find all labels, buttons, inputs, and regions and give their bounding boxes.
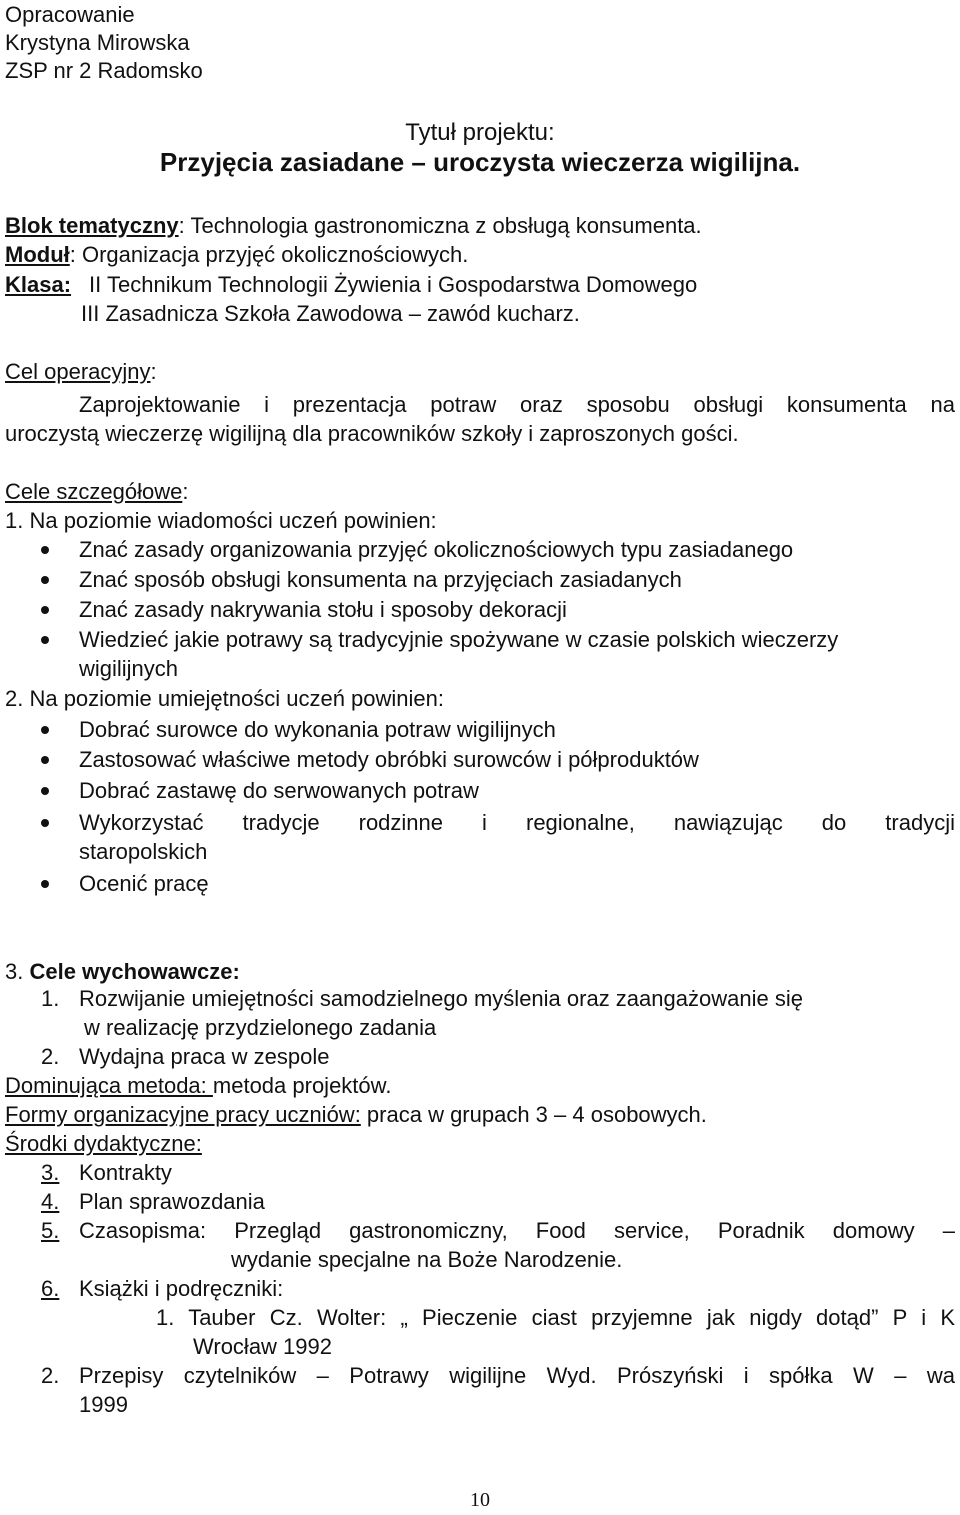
wychowawcze-item-1-cont: w realizację przydzielonego zadania — [84, 1015, 437, 1040]
wychowawcze-heading-line — [5, 957, 240, 986]
bullet-icon — [41, 576, 49, 584]
bullet-icon — [41, 819, 49, 827]
modul-label: Moduł — [5, 242, 70, 267]
list-item: Ocenić pracę — [79, 871, 209, 896]
klasa-line — [5, 270, 697, 299]
metoda-value: metoda projektów. — [212, 1073, 392, 1098]
bullet-icon — [41, 606, 49, 614]
wychowawcze-item-2: Wydajna praca w zespole — [79, 1044, 330, 1069]
bullet-icon — [41, 546, 49, 554]
bullet-icon — [41, 756, 49, 764]
srodki-heading: Środki dydaktyczne: — [5, 1131, 202, 1156]
srodki-item-continuation: wydanie specjalne na Boże Narodzenie. — [231, 1247, 623, 1272]
page-title: Przyjęcia zasiadane – uroczysta wieczerza wigilijna. — [159, 147, 801, 177]
wychowawcze-item-1: Rozwijanie umiejętności samodzielnego myślenia oraz zaangażowanie się — [79, 986, 803, 1011]
srodki-item: Plan sprawozdania — [79, 1189, 265, 1214]
blok-value: : Technologia gastronomiczna z obsługą konsumenta. — [178, 213, 702, 238]
metoda-line — [5, 1071, 391, 1100]
page-number: 10 — [470, 1489, 490, 1511]
list-item: Znać zasady organizowania przyjęć okolicznościowych typu zasiadanego — [79, 537, 794, 562]
list-item-continuation: wigilijnych — [79, 656, 179, 681]
modul-value: : Organizacja przyjęć okolicznościowych. — [69, 242, 469, 267]
list-item: Wiedzieć jakie potrawy są tradycyjnie spożywane w czasie polskich wieczerzy — [79, 627, 839, 652]
book-1: 1. Tauber Cz. Wolter: „ Pieczenie ciast przyjemne jak nigdy dotąd” P i K — [156, 1305, 955, 1330]
author-line-2: Krystyna Mirowska — [5, 30, 190, 55]
wychowawcze-heading: Cele wychowawcze: — [29, 959, 240, 984]
srodki-item: Książki i podręczniki: — [79, 1276, 284, 1301]
szczegolowe-heading: Cele szczegółowe — [5, 479, 183, 504]
wychowawcze-num: 3. — [5, 959, 30, 984]
bullet-icon — [41, 636, 49, 644]
book-1-cont: Wrocław 1992 — [193, 1334, 332, 1359]
srodki-item-num: 6. — [41, 1276, 60, 1301]
metoda-label: Dominująca metoda: — [5, 1073, 213, 1098]
formy-line — [5, 1100, 707, 1129]
author-line-3: ZSP nr 2 Radomsko — [5, 58, 203, 83]
list-item: Znać zasady nakrywania stołu i sposoby dekoracji — [79, 597, 567, 622]
szczegolowe-colon: : — [182, 479, 189, 504]
wychowawcze-item-1-num: 1. — [41, 986, 60, 1011]
modul-line — [5, 240, 468, 269]
book-2-cont: 1999 — [79, 1392, 128, 1417]
list-item: Zastosować właściwe metody obróbki surowców i półproduktów — [79, 747, 699, 772]
cel-line-2: uroczystą wieczerzę wigilijną dla pracowników szkoły i zaproszonych gości. — [5, 421, 739, 446]
bullet-icon — [41, 726, 49, 734]
sec2-heading: 2. Na poziomie umiejętności uczeń powinien: — [5, 686, 445, 711]
list-item-continuation: staropolskich — [79, 839, 208, 864]
author-line-1: Opracowanie — [5, 2, 135, 27]
cel-heading: Cel operacyjny — [5, 359, 151, 384]
formy-label: Formy organizacyjne pracy uczniów: — [5, 1102, 361, 1127]
list-item: Znać sposób obsługi konsumenta na przyjęciach zasiadanych — [79, 567, 682, 592]
klasa-value-2: III Zasadnicza Szkoła Zawodowa – zawód kucharz. — [81, 301, 580, 326]
sec1-heading: 1. Na poziomie wiadomości uczeń powinien: — [5, 508, 437, 533]
list-item: Dobrać surowce do wykonania potraw wigilijnych — [79, 717, 556, 742]
cel-colon: : — [150, 359, 157, 384]
klasa-label: Klasa: — [5, 272, 72, 297]
blok-line — [5, 211, 702, 240]
title-label: Tytuł projektu: — [405, 119, 555, 146]
srodki-item: Czasopisma: Przegląd gastronomiczny, Food service, Poradnik domowy – — [79, 1218, 955, 1243]
book-2: Przepisy czytelników – Potrawy wigilijne Wyd. Prószyński i spółka W – wa — [79, 1363, 955, 1388]
srodki-item: Kontrakty — [79, 1160, 172, 1185]
list-item: Wykorzystać tradycje rodzinne i regionalne, nawiązując do tradycji — [79, 810, 955, 835]
cel-heading-line — [5, 357, 157, 386]
formy-value: praca w grupach 3 – 4 osobowych. — [360, 1102, 707, 1127]
bullet-icon — [41, 787, 49, 795]
cel-line-1: Zaprojektowanie i prezentacja potraw oraz sposobu obsługi konsumenta na — [79, 392, 955, 417]
srodki-item-num: 4. — [41, 1189, 60, 1214]
klasa-value-1: II Technikum Technologii Żywienia i Gospodarstwa Domowego — [89, 272, 698, 297]
blok-label: Blok tematyczny — [5, 213, 179, 238]
wychowawcze-item-2-num: 2. — [41, 1044, 60, 1069]
szczegolowe-heading-line — [5, 477, 188, 506]
list-item: Dobrać zastawę do serwowanych potraw — [79, 778, 479, 803]
bullet-icon — [41, 880, 49, 888]
srodki-item-num: 5. — [41, 1218, 60, 1243]
srodki-item-num: 3. — [41, 1160, 60, 1185]
book-2-num: 2. — [41, 1363, 60, 1388]
